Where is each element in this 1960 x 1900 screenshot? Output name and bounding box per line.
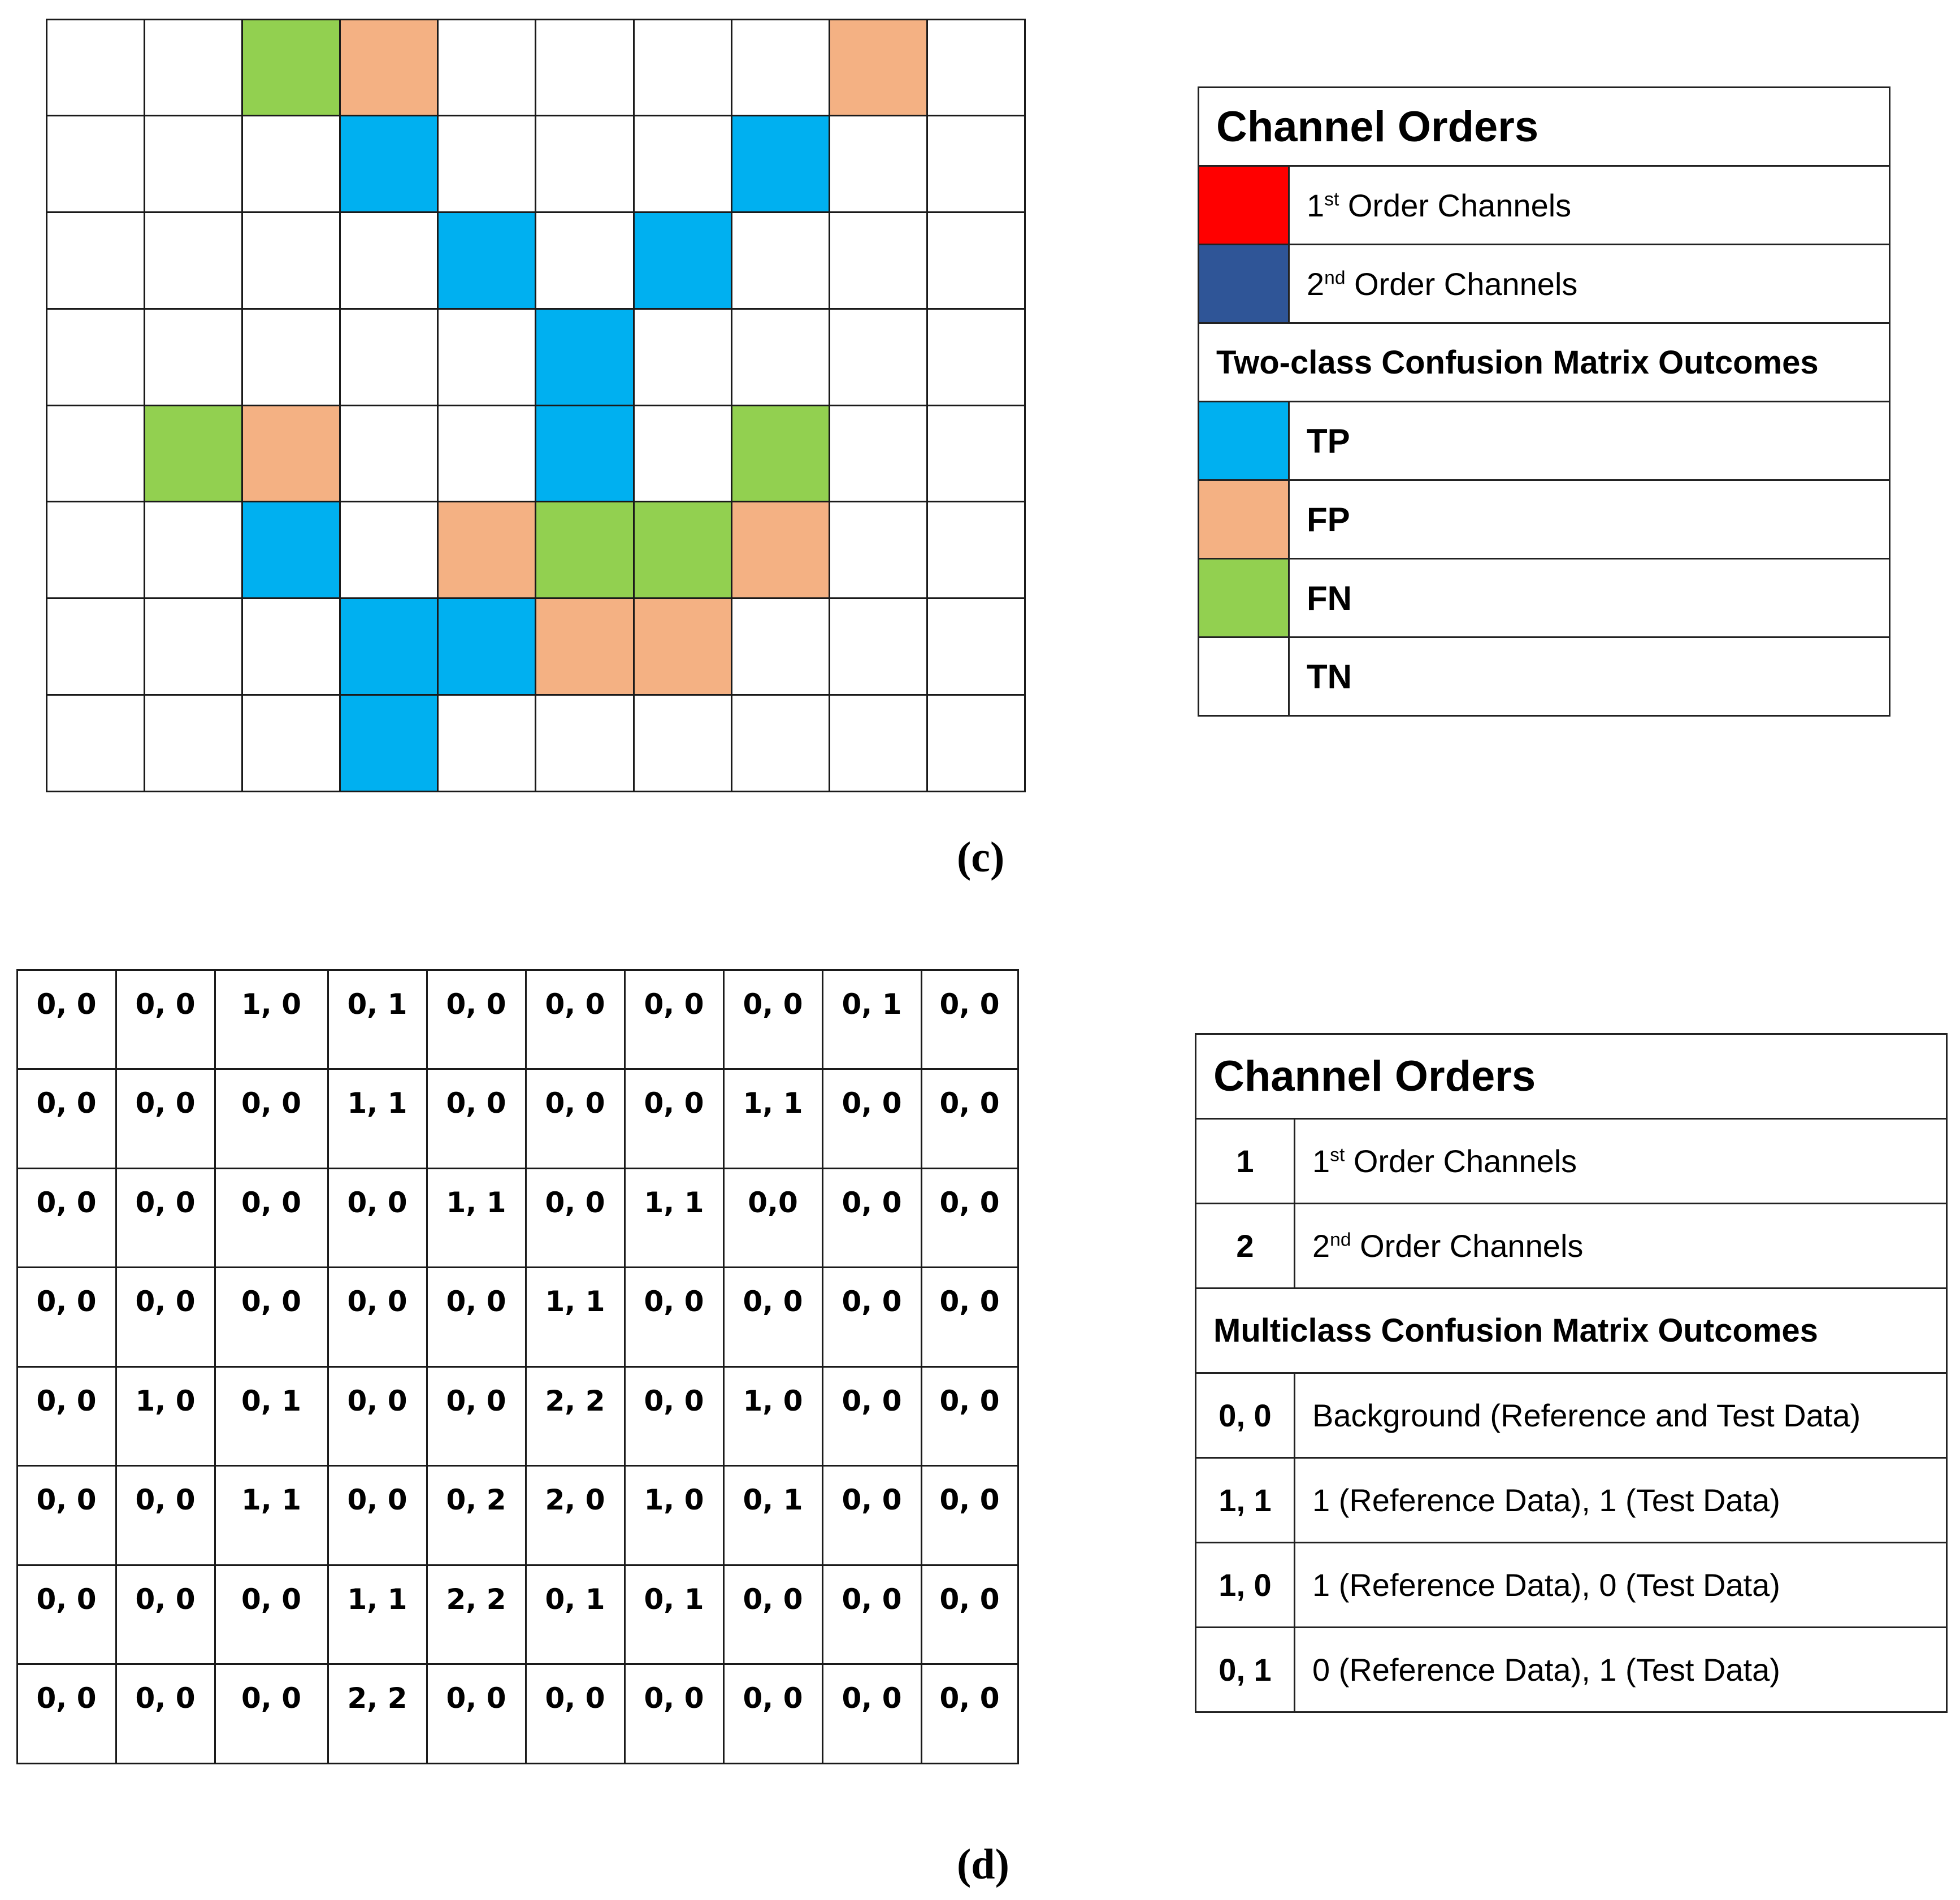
multiclass-outcome-grid <box>17 970 1018 1763</box>
channel-orders-legend-d <box>1195 1033 1948 1713</box>
grid-cell: 0,0 <box>723 1168 823 1269</box>
grid-cell: 1, 0 <box>723 1366 823 1467</box>
grid-cell <box>731 115 830 213</box>
grid-cell: 0, 0 <box>723 1663 823 1764</box>
first-order-label: 1st Order Channels <box>1295 1119 1947 1204</box>
grid-cell <box>437 19 536 117</box>
legend-subtitle: Two-class Confusion Matrix Outcomes <box>1199 323 1890 402</box>
grid-cell: 0, 0 <box>921 1168 1019 1269</box>
outcome-label: 0 (Reference Data), 1 (Test Data) <box>1295 1628 1947 1712</box>
outcome-code: 0, 1 <box>1196 1628 1295 1712</box>
grid-cell: 0, 1 <box>822 969 922 1070</box>
grid-cell: 2, 2 <box>327 1663 428 1764</box>
grid-cell: 0, 0 <box>822 1168 922 1269</box>
grid-cell: 0, 1 <box>624 1564 725 1665</box>
tp-swatch <box>1199 402 1289 480</box>
grid-cell <box>731 694 830 792</box>
grid-cell: 0, 0 <box>525 1168 626 1269</box>
grid-cell: 1, 0 <box>214 969 329 1070</box>
grid-cell: 0, 1 <box>525 1564 626 1665</box>
grid-cell <box>633 405 732 503</box>
grid-cell <box>437 211 536 310</box>
grid-cell <box>535 308 634 406</box>
grid-cell: 1, 0 <box>115 1366 216 1467</box>
grid-cell <box>241 694 341 792</box>
grid-cell <box>829 694 928 792</box>
grid-cell <box>731 597 830 696</box>
grid-cell <box>829 308 928 406</box>
grid-cell <box>731 211 830 310</box>
grid-cell <box>535 694 634 792</box>
grid-cell: 1, 1 <box>624 1168 725 1269</box>
grid-cell: 0, 0 <box>16 1266 117 1368</box>
grid-cell <box>926 19 1026 117</box>
grid-cell <box>339 115 439 213</box>
grid-cell <box>241 308 341 406</box>
grid-cell: 2, 2 <box>525 1366 626 1467</box>
grid-cell: 0, 0 <box>115 1266 216 1368</box>
grid-cell <box>535 501 634 599</box>
legend-title: Channel Orders <box>1196 1034 1947 1119</box>
grid-cell: 0, 0 <box>525 1663 626 1764</box>
grid-cell <box>731 405 830 503</box>
grid-cell <box>339 694 439 792</box>
grid-cell <box>926 694 1026 792</box>
grid-cell: 0, 0 <box>921 1266 1019 1368</box>
grid-cell: 0, 0 <box>822 1266 922 1368</box>
grid-cell: 0, 0 <box>214 1564 329 1665</box>
grid-cell <box>339 308 439 406</box>
grid-cell: 0, 0 <box>115 1564 216 1665</box>
grid-cell: 0, 0 <box>723 1266 823 1368</box>
grid-cell <box>437 501 536 599</box>
grid-cell: 0, 0 <box>822 1564 922 1665</box>
grid-cell: 0, 0 <box>214 1663 329 1764</box>
grid-cell <box>241 19 341 117</box>
grid-cell: 0, 0 <box>16 1366 117 1467</box>
fn-label: FN <box>1289 559 1890 637</box>
grid-cell: 0, 0 <box>822 1663 922 1764</box>
grid-cell: 0, 0 <box>327 1266 428 1368</box>
grid-cell <box>339 501 439 599</box>
grid-cell <box>829 211 928 310</box>
grid-cell <box>633 308 732 406</box>
grid-cell <box>437 405 536 503</box>
grid-cell <box>535 211 634 310</box>
grid-cell <box>144 597 243 696</box>
tp-label: TP <box>1289 402 1890 480</box>
legend-subtitle: Multiclass Confusion Matrix Outcomes <box>1196 1289 1947 1373</box>
grid-cell: 0, 0 <box>624 969 725 1070</box>
grid-cell <box>46 694 145 792</box>
fp-swatch <box>1199 480 1289 559</box>
grid-cell <box>241 211 341 310</box>
grid-cell: 0, 0 <box>624 1266 725 1368</box>
grid-cell: 0, 0 <box>16 1564 117 1665</box>
grid-cell <box>731 501 830 599</box>
grid-cell <box>829 501 928 599</box>
grid-cell <box>144 405 243 503</box>
first-order-code: 1 <box>1196 1119 1295 1204</box>
first-order-label: 1st Order Channels <box>1289 166 1890 245</box>
grid-cell <box>437 597 536 696</box>
grid-cell: 0, 0 <box>426 1266 527 1368</box>
grid-cell: 1, 1 <box>327 1564 428 1665</box>
grid-cell: 0, 0 <box>214 1068 329 1169</box>
grid-cell: 0, 0 <box>921 1564 1019 1665</box>
grid-cell: 0, 0 <box>426 969 527 1070</box>
outcome-label: 1 (Reference Data), 1 (Test Data) <box>1295 1458 1947 1543</box>
grid-cell <box>144 694 243 792</box>
grid-cell <box>46 115 145 213</box>
grid-cell: 0, 0 <box>115 969 216 1070</box>
fp-label: FP <box>1289 480 1890 559</box>
grid-cell <box>926 501 1026 599</box>
grid-cell <box>144 115 243 213</box>
grid-cell <box>241 405 341 503</box>
legend-title: Channel Orders <box>1199 88 1890 166</box>
grid-cell <box>633 694 732 792</box>
outcome-label: Background (Reference and Test Data) <box>1295 1373 1947 1458</box>
grid-cell: 0, 0 <box>327 1168 428 1269</box>
grid-cell: 0, 1 <box>327 969 428 1070</box>
grid-cell: 0, 0 <box>921 1663 1019 1764</box>
grid-cell <box>926 211 1026 310</box>
grid-cell <box>535 405 634 503</box>
grid-cell <box>241 115 341 213</box>
grid-cell: 0, 0 <box>16 1168 117 1269</box>
second-order-swatch <box>1199 245 1289 323</box>
grid-cell: 0, 0 <box>16 1663 117 1764</box>
grid-cell <box>535 597 634 696</box>
grid-cell: 0, 0 <box>16 1068 117 1169</box>
grid-cell <box>144 501 243 599</box>
grid-cell: 0, 0 <box>426 1663 527 1764</box>
grid-cell <box>926 308 1026 406</box>
grid-cell: 0, 0 <box>115 1068 216 1169</box>
grid-cell: 0, 0 <box>921 1366 1019 1467</box>
grid-cell <box>46 19 145 117</box>
grid-cell <box>633 211 732 310</box>
grid-cell: 0, 0 <box>16 1465 117 1566</box>
panel-label-d: (d) <box>957 1841 1009 1888</box>
grid-cell <box>829 115 928 213</box>
grid-cell: 0, 0 <box>525 969 626 1070</box>
grid-cell <box>633 19 732 117</box>
grid-cell <box>633 597 732 696</box>
grid-cell: 0, 0 <box>525 1068 626 1169</box>
grid-cell <box>46 501 145 599</box>
grid-cell: 0, 0 <box>115 1168 216 1269</box>
grid-cell <box>731 308 830 406</box>
grid-cell: 0, 0 <box>723 1564 823 1665</box>
grid-cell: 0, 0 <box>822 1465 922 1566</box>
grid-cell: 0, 0 <box>426 1068 527 1169</box>
tn-swatch <box>1199 637 1289 716</box>
grid-cell: 0, 0 <box>624 1068 725 1169</box>
grid-cell: 0, 0 <box>327 1366 428 1467</box>
grid-cell <box>241 501 341 599</box>
grid-cell: 0, 0 <box>115 1465 216 1566</box>
grid-cell <box>46 597 145 696</box>
grid-cell: 0, 2 <box>426 1465 527 1566</box>
outcome-code: 1, 0 <box>1196 1543 1295 1628</box>
grid-cell: 0, 0 <box>426 1366 527 1467</box>
grid-cell: 0, 0 <box>723 969 823 1070</box>
grid-cell: 1, 1 <box>327 1068 428 1169</box>
grid-cell <box>437 115 536 213</box>
grid-cell: 1, 1 <box>214 1465 329 1566</box>
outcome-code: 1, 1 <box>1196 1458 1295 1543</box>
grid-cell: 1, 1 <box>723 1068 823 1169</box>
tn-label: TN <box>1289 637 1890 716</box>
grid-cell <box>46 308 145 406</box>
grid-cell: 0, 0 <box>921 969 1019 1070</box>
grid-cell: 2, 0 <box>525 1465 626 1566</box>
grid-cell: 0, 0 <box>327 1465 428 1566</box>
grid-cell: 1, 1 <box>525 1266 626 1368</box>
grid-cell: 1, 0 <box>624 1465 725 1566</box>
grid-cell <box>829 405 928 503</box>
panel-label-c: (c) <box>957 834 1005 881</box>
grid-cell <box>339 405 439 503</box>
grid-cell <box>829 19 928 117</box>
grid-cell <box>144 19 243 117</box>
grid-cell <box>731 19 830 117</box>
outcome-label: 1 (Reference Data), 0 (Test Data) <box>1295 1543 1947 1628</box>
fn-swatch <box>1199 559 1289 637</box>
channel-orders-legend-c <box>1198 86 1890 717</box>
grid-cell: 0, 0 <box>822 1068 922 1169</box>
grid-cell: 0, 0 <box>921 1068 1019 1169</box>
grid-cell: 0, 1 <box>723 1465 823 1566</box>
grid-cell <box>926 405 1026 503</box>
grid-cell <box>46 405 145 503</box>
grid-cell <box>829 597 928 696</box>
grid-cell <box>535 19 634 117</box>
two-class-outcome-grid <box>46 19 1025 791</box>
grid-cell <box>926 597 1026 696</box>
second-order-code: 2 <box>1196 1204 1295 1289</box>
grid-cell: 1, 1 <box>426 1168 527 1269</box>
grid-cell: 0, 0 <box>822 1366 922 1467</box>
second-order-label: 2nd Order Channels <box>1295 1204 1947 1289</box>
grid-cell <box>535 115 634 213</box>
grid-cell <box>144 308 243 406</box>
grid-cell: 0, 0 <box>214 1266 329 1368</box>
grid-cell: 0, 1 <box>214 1366 329 1467</box>
outcome-code: 0, 0 <box>1196 1373 1295 1458</box>
grid-cell <box>437 694 536 792</box>
grid-cell <box>633 115 732 213</box>
grid-cell: 0, 0 <box>214 1168 329 1269</box>
grid-cell <box>46 211 145 310</box>
grid-cell: 0, 0 <box>16 969 117 1070</box>
grid-cell: 0, 0 <box>624 1366 725 1467</box>
grid-cell <box>339 19 439 117</box>
grid-cell <box>339 211 439 310</box>
grid-cell <box>241 597 341 696</box>
grid-cell: 0, 0 <box>921 1465 1019 1566</box>
grid-cell <box>339 597 439 696</box>
grid-cell: 0, 0 <box>624 1663 725 1764</box>
grid-cell <box>144 211 243 310</box>
grid-cell <box>437 308 536 406</box>
grid-cell: 0, 0 <box>115 1663 216 1764</box>
grid-cell: 2, 2 <box>426 1564 527 1665</box>
grid-cell <box>633 501 732 599</box>
first-order-swatch <box>1199 166 1289 245</box>
second-order-label: 2nd Order Channels <box>1289 245 1890 323</box>
grid-cell <box>926 115 1026 213</box>
